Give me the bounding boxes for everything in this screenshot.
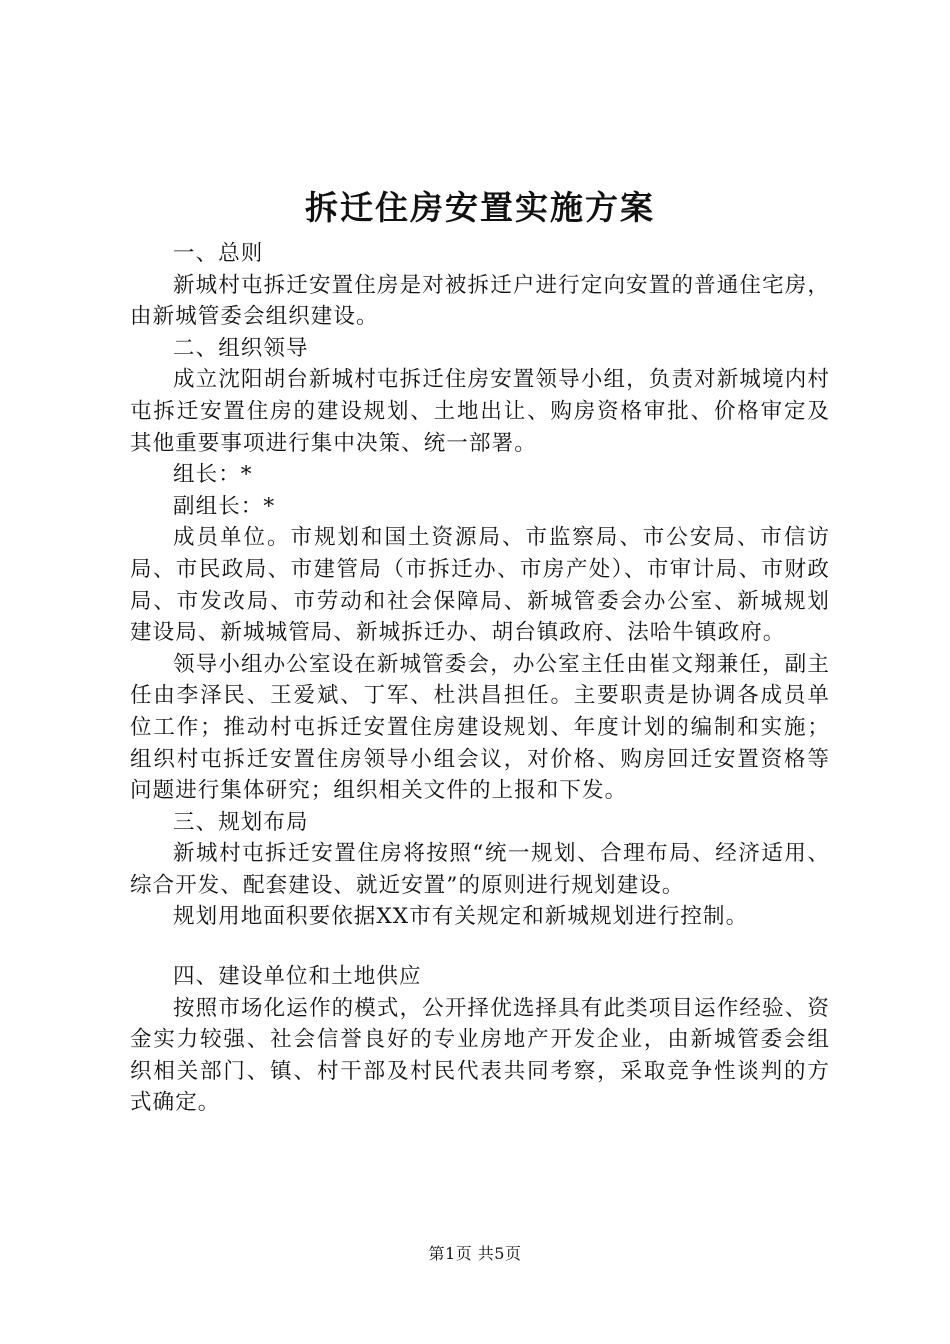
- paragraph-gap: [130, 933, 830, 961]
- section-heading: 一、总则: [173, 241, 264, 266]
- page-footer: 第1页 共5页: [428, 1244, 522, 1263]
- section-heading: 组长：*: [173, 462, 253, 488]
- body-paragraph: 按照市场化运作的模式，公开择优选择具有此类项目运作经验、资金实力较强、社会信誉良好的专业房地产开发企业，由新城管委会组织相关部门、镇、村干部及村民代表共同考察，采取竞争性谈判的方式确定。: [130, 995, 830, 1116]
- body-paragraph: 新城村屯拆迁安置住房是对被拆迁户进行定向安置的普通住宅房，由新城管委会组织建设。: [130, 272, 830, 330]
- document-title: 拆迁住房安置实施方案: [305, 188, 655, 227]
- body-paragraph: 规划用地面积要依据XX市有关规定和新城规划进行控制。: [173, 904, 749, 930]
- body-paragraph: 领导小组办公室设在新城管委会，办公室主任由崔文翔兼任，副主任由李泽民、王爱斌、丁军、杜洪昌担任。主要职责是协调各成员单位工作；推动村屯拆迁安置住房建设规划、年度计划的编制和实施；组织村屯拆迁安置住房领导小组会议，对价格、购房回迁安置资格等问题进行集体研究；组织相关文件的上报和下发。: [130, 651, 830, 804]
- document-body: [130, 238, 830, 1119]
- body-paragraph: 新城村屯拆迁安置住房将按照“统一规划、合理布局、经济适用、综合开发、配套建设、就近安置”的原则进行规划建设。: [130, 841, 830, 898]
- section-heading: 三、规划布局: [173, 809, 309, 835]
- section-heading: 副组长：*: [173, 493, 276, 519]
- body-paragraph: 成立沈阳胡台新城村屯拆迁住房安置领导小组，负责对新城境内村屯拆迁安置住房的建设规划、土地出让、购房资格审批、价格审定及其他重要事项进行集中决策、统一部署。: [130, 367, 830, 456]
- document-page: [130, 178, 830, 1119]
- body-paragraph: 成员单位。市规划和国土资源局、市监察局、市公安局、市信访局、市民政局、市建管局（市拆迁办、市房产处）、市审计局、市财政局、市发改局、市劳动和社会保障局、新城管委会办公室、新城规划建设局、新城城管局、新城拆迁办、胡台镇政府、法哈牛镇政府。: [130, 525, 830, 646]
- section-heading: 二、组织领导: [173, 335, 309, 361]
- section-heading: 四、建设单位和土地供应: [173, 964, 422, 990]
